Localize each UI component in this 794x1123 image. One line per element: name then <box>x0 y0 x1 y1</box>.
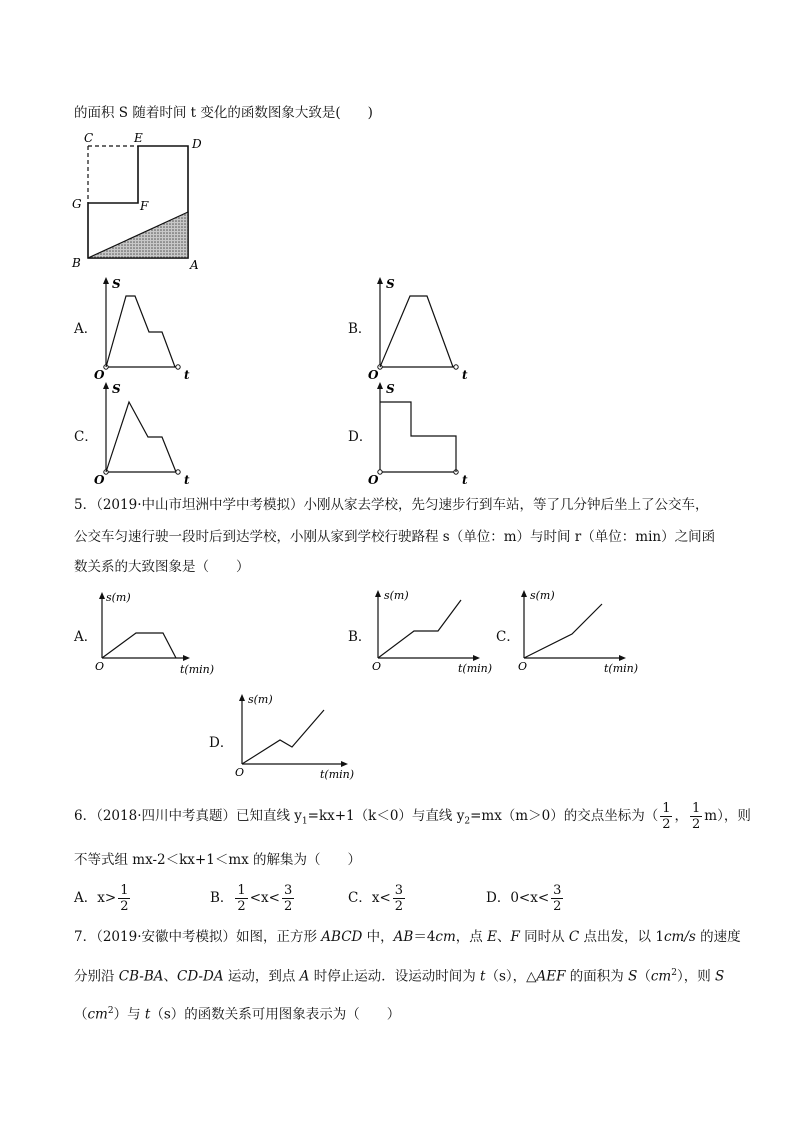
q4-option-c-label: C． <box>74 429 98 445</box>
q6-option-a: A．x> $\frac{1}{2}$ <box>74 883 129 914</box>
origin-label: O <box>94 368 105 382</box>
q5-option-a-graph <box>92 590 222 680</box>
axis-label-t: t(min) <box>604 662 639 675</box>
q4-option-b-label: B． <box>348 321 372 337</box>
axis-label-s: s(m) <box>106 591 131 604</box>
q6-option-c: C．x< $\frac{3}{2}$ <box>348 883 404 914</box>
q4-option-a-graph <box>92 275 202 380</box>
q4-option-b-graph <box>366 275 476 380</box>
q7-line-1: 7．（2019·安徽中考模拟）如图，正方形 ABCD 中，AB＝4cm，点 E、F 同时从 C 点出发，以 1cm/s 的速度 <box>74 929 741 945</box>
label-F: F <box>140 199 149 213</box>
q4-figure <box>70 130 210 275</box>
q5-option-b-label: B． <box>348 629 372 645</box>
axis-label-t: t <box>184 368 190 382</box>
axis-label-s: S <box>112 277 121 291</box>
origin-label: O <box>95 660 105 673</box>
axis-label-t: t <box>462 473 468 487</box>
fraction-half: $\frac{1}{2}$ <box>691 801 701 832</box>
q5-option-d-graph <box>232 692 362 784</box>
q4-option-d-graph <box>366 380 476 485</box>
axis-label-t: t <box>462 368 468 382</box>
q5-option-c-label: C． <box>496 629 520 645</box>
axis-label-s: s(m) <box>530 589 555 602</box>
q6-line-1: 6．（2018·四川中考真题）已知直线 $y_1=kx+1(k<0)$与直线 $y_2=mx(m>0)$的交点坐标为（ $\frac{1}{2}$ ， $\frac{1}{2}$ m），则 <box>74 801 751 832</box>
label-C: C <box>84 131 94 145</box>
q5-option-b-graph <box>368 588 498 680</box>
origin-label: O <box>372 660 382 673</box>
axis-label-s: s(m) <box>384 589 409 602</box>
q5-option-d-label: D． <box>209 735 234 751</box>
axis-label-s: s(m) <box>248 693 273 706</box>
shaded-triangle <box>88 212 188 258</box>
q7-line-2: 分别沿 CB-BA、CD-DA 运动，到点 A 时停止运动．设运动时间为 t（s），△AEF 的面积为 $S(cm^2)$，则 S <box>74 968 725 985</box>
q4-option-a-label: A． <box>74 321 98 337</box>
fraction-half: $\frac{1}{2}$ <box>662 801 671 832</box>
axis-label-t: t(min) <box>180 663 215 676</box>
q6-option-d: D．0<x< $\frac{3}{2}$ <box>486 883 562 914</box>
q5-option-a-label: A． <box>74 629 98 645</box>
label-A: A <box>190 258 199 272</box>
q4-option-d-label: D． <box>348 429 373 445</box>
origin-label: O <box>368 473 379 487</box>
q4-stem: 的面积 S 随着时间 t 变化的函数图象大致是( ) <box>74 105 373 121</box>
origin-label: O <box>518 660 528 673</box>
label-D: D <box>192 137 202 151</box>
q6-line-2: 不等式组 mx-2＜kx+1＜mx 的解集为（ ） <box>74 852 362 868</box>
axis-label-s: S <box>386 277 395 291</box>
axis-label-t: t(min) <box>458 662 493 675</box>
axis-label-t: t(min) <box>320 768 355 781</box>
q5-line-1: 5．（2019·中山市坦洲中学中考模拟）小刚从家去学校，先匀速步行到车站，等了几分钟后坐上了公交车， <box>74 497 709 513</box>
origin-label: O <box>94 473 105 487</box>
axis-label-t: t <box>184 473 190 487</box>
q7-line-3: $(cm^2)$与 t（s）的函数关系可用图象表示为（ ） <box>74 1006 401 1023</box>
q5-line-3: 数关系的大致图象是（ ） <box>74 559 250 575</box>
axis-label-s: S <box>112 382 121 396</box>
label-E: E <box>134 131 143 145</box>
q5-option-c-graph <box>514 588 644 680</box>
label-B: B <box>72 256 81 270</box>
origin-label: O <box>235 766 245 779</box>
origin-label: O <box>368 368 379 382</box>
q6-option-b: B． $\frac{1}{2}$ <x< $\frac{3}{2}$ <box>210 883 293 914</box>
axis-label-s: S <box>386 382 395 396</box>
q5-line-2: 公交车匀速行驶一段时后到达学校，小刚从家到学校行驶路程 s（单位：m）与时间 r（单位：min）之间函 <box>74 529 716 545</box>
q4-option-c-graph <box>92 380 202 485</box>
label-G: G <box>72 197 82 211</box>
